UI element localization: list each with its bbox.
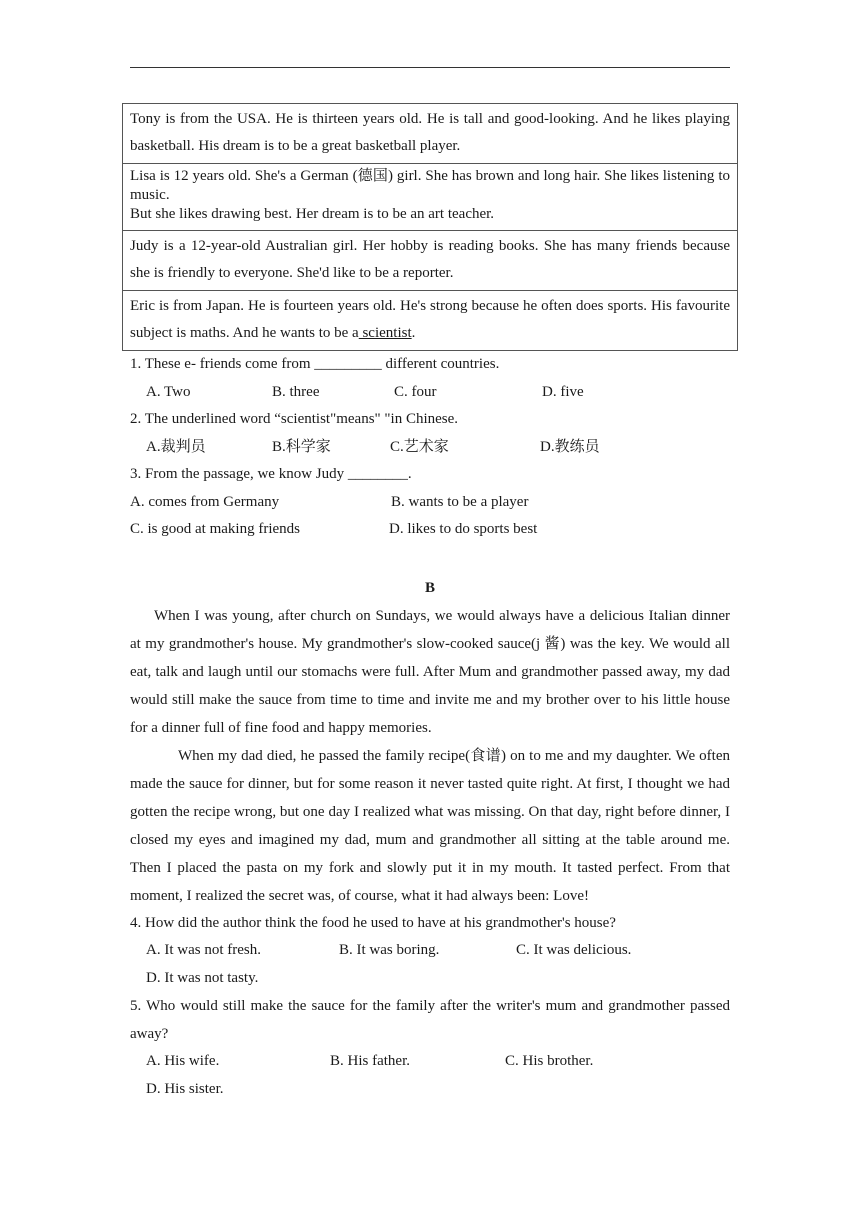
- question-5-options: [130, 1048, 730, 1103]
- profile-tony: Tony is from the USA. He is thirteen years old. He is tall and good-looking. And he likes playing basketball. His dream is to be a great basketball player.: [123, 104, 738, 164]
- passage-paragraph-1: When I was young, after church on Sundays, we would always have a delicious Italian dinner at my grandmother's house. My grandmother's slow-cooked sauce(j 酱) was the key. We would all eat, talk and laugh until our stomachs were full. After Mum and grandmother passed away, my dad would still make the sauce from time to time and invite me and my brother over to his little house for a dinner full of fine food and happy memories.: [130, 607, 730, 736]
- option-a: A. His wife.: [146, 1053, 220, 1069]
- option-a: A. It was not fresh.: [146, 942, 261, 958]
- option-c: C.艺术家: [390, 438, 449, 455]
- question-5-stem: 5. Who would still make the sauce for the family after the writer's mum and grandmother passed away?: [130, 998, 730, 1042]
- question-1-stem: 1. These e- friends come from _________ different countries.: [130, 356, 500, 372]
- option-b: B.科学家: [272, 438, 331, 455]
- option-c: C. His brother.: [505, 1053, 594, 1069]
- option-b: B. His father.: [330, 1053, 410, 1069]
- option-d: D. His sister.: [146, 1080, 224, 1097]
- profile-lisa-line2: But she likes drawing best. Her dream is to be an art teacher.: [130, 206, 495, 222]
- profile-judy: Judy is a 12-year-old Australian girl. Her hobby is reading books. She has many friends because she is friendly to everyone. She'd like to be a reporter.: [123, 231, 738, 291]
- question-4-stem: 4. How did the author think the food he used to have at his grandmother's house?: [130, 914, 616, 931]
- section-b-title: B: [424, 579, 435, 596]
- underlined-word-scientist: scientist: [358, 325, 412, 341]
- profile-lisa: [123, 164, 738, 231]
- option-b: B. wants to be a player: [391, 493, 529, 510]
- document-page: [130, 103, 730, 1103]
- option-b: B. three: [272, 383, 320, 400]
- table-row: [123, 104, 738, 164]
- option-b: B. It was boring.: [339, 942, 440, 958]
- question-3-stem: 3. From the passage, we know Judy ________.: [130, 466, 412, 482]
- question-4-options: [130, 937, 730, 992]
- question-2-stem: 2. The underlined word “scientist"means" "in Chinese.: [130, 411, 459, 427]
- option-c: C. It was delicious.: [516, 942, 632, 958]
- question-2-options: [130, 434, 730, 462]
- passage-paragraph-2: When my dad died, he passed the family recipe(食谱) on to me and my daughter. We often made the sauce for dinner, but for some reason it never tasted quite right. At first, I thought we had gotten the recipe wrong, but one day I realized what was missing. On that day, right before dinner, I closed my eyes and imagined my dad, mum and grandmother all sitting at the table around me. Then I placed the pasta on my fork and slowly put it in my mouth. It tasted perfect. From that moment, I realized the secret was, of course, what it had always been: Love!: [130, 747, 730, 904]
- question-3-options-row2: [130, 516, 730, 544]
- profile-eric-text: Eric is from Japan. He is fourteen years old. He's strong because he often does sports. His favourite subject is maths. And he wants to be a: [130, 298, 730, 341]
- header-rule: [130, 67, 730, 68]
- profile-eric-end: .: [411, 325, 416, 341]
- option-d: D.教练员: [540, 438, 600, 455]
- option-c: C. is good at making friends: [130, 521, 300, 537]
- profile-lisa-line1: Lisa is 12 years old. She's a German (德国) girl. She has brown and long hair. She likes listening to music.: [130, 168, 730, 203]
- profile-eric: [123, 291, 738, 351]
- question-3-options-row1: [130, 489, 730, 517]
- table-row: [123, 231, 738, 291]
- option-d: D. It was not tasty.: [146, 969, 259, 986]
- question-1-options: [130, 379, 730, 407]
- option-a: A. Two: [146, 383, 191, 400]
- table-row: [123, 164, 738, 231]
- option-a: A. comes from Germany: [130, 493, 280, 510]
- option-c: C. four: [394, 383, 437, 400]
- option-d: D. five: [542, 383, 584, 400]
- table-row: [123, 291, 738, 351]
- e-friends-profile-table: [122, 103, 738, 351]
- option-d: D. likes to do sports best: [389, 521, 538, 537]
- option-a: A.裁判员: [146, 438, 206, 455]
